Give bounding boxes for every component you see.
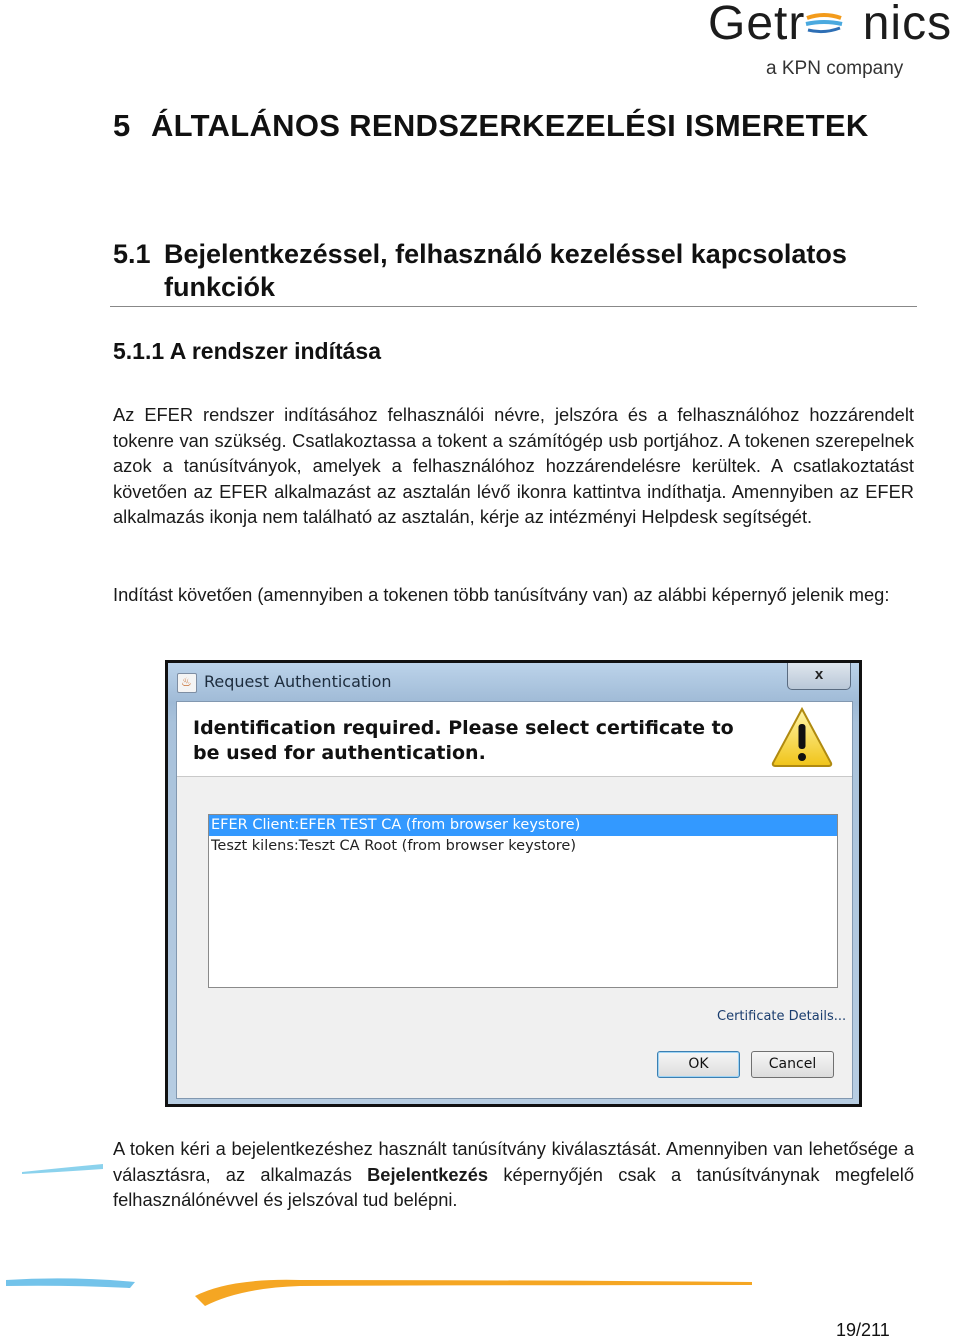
logo-tagline: a KPN company bbox=[766, 58, 904, 79]
window-title: Request Authentication bbox=[204, 672, 392, 691]
request-authentication-window bbox=[168, 663, 859, 1104]
dialog-body bbox=[176, 701, 853, 1099]
decorative-blue-swoosh-small bbox=[20, 1160, 105, 1180]
paragraph3-text-start: A token kéri a bejelentkezéshez használt tanúsítvány kiválasztását. Amennyiben van lehetősége a választásra, az alkalmazás bbox=[113, 1138, 914, 1185]
chapter-heading bbox=[113, 108, 869, 144]
certificate-list[interactable] bbox=[208, 814, 838, 988]
section-heading bbox=[113, 238, 903, 304]
window-titlebar[interactable] bbox=[168, 663, 859, 699]
dialog-screenshot bbox=[165, 660, 862, 1107]
cancel-button[interactable]: Cancel bbox=[751, 1051, 834, 1078]
intro-paragraph: Az EFER rendszer indításához felhasználói névre, jelszóra és a felhasználóhoz hozzárendelt tokenre van szükség. Csatlakoztassa a tokent a számítógép usb portjához. A tokenen szerepelnek azok a tanúsítványok, amelyek a felhasználóhoz hozzárendelésre kerültek. A csatlakoztatást követően az EFER alkalmazást az asztalán lévő ikonra kattintva indíthatja. Amennyiben az EFER alkalmazás ikonja nem található az asztalán, kérje az intézményi Helpdesk segítségét. bbox=[113, 404, 914, 528]
logo-text-end: nics bbox=[862, 0, 953, 50]
close-button[interactable]: x bbox=[787, 663, 851, 690]
identification-message: Identification required. Please select certificate to be used for authentication. bbox=[193, 717, 734, 764]
certificate-item-teszt-kilens[interactable]: Teszt kilens:Teszt CA Root (from browser keystore) bbox=[211, 838, 577, 854]
ok-button[interactable]: OK bbox=[657, 1051, 740, 1078]
paragraph3-text-end: képernyőjén csak a tanúsítványnak megfelelő felhasználónévvel és jelszóval tud belépni. bbox=[113, 1163, 914, 1211]
page-number: 19/211 bbox=[836, 1320, 890, 1340]
certificate-item-efer-client[interactable]: EFER Client:EFER TEST CA (from browser keystore) bbox=[209, 815, 837, 836]
certificate-details-link[interactable]: Certificate Details... bbox=[717, 1009, 847, 1024]
logo-swirl-icon bbox=[805, 12, 843, 34]
section-divider bbox=[110, 306, 917, 307]
subsection-heading: 5.1.1 A rendszer indítása bbox=[113, 338, 382, 364]
logo-text-start: Getr bbox=[708, 0, 806, 50]
bejelentkezes-term: Bejelentkezés bbox=[367, 1163, 489, 1185]
section-title: Bejelentkezéssel, felhasználó kezeléssel kapcsolatos funkciók bbox=[164, 239, 847, 302]
logo-wordmark bbox=[708, 0, 952, 51]
screen-intro-paragraph: Indítást követően (amennyiben a tokenen több tanúsítvány van) az alábbi képernyő jelenik meg: bbox=[113, 584, 890, 605]
chapter-title: ÁLTALÁNOS RENDSZERKEZELÉSI ISMERETEK bbox=[151, 108, 869, 143]
decorative-footer-swoosh bbox=[0, 1268, 760, 1310]
logo-o-graphic bbox=[805, 0, 862, 51]
warning-icon bbox=[770, 706, 834, 768]
chapter-number: 5 bbox=[113, 108, 131, 143]
getronics-logo bbox=[708, 0, 958, 86]
token-selection-paragraph bbox=[113, 1136, 914, 1213]
section-number: 5.1 bbox=[113, 239, 151, 269]
java-icon: ♨ bbox=[177, 673, 197, 693]
message-banner bbox=[177, 702, 852, 777]
